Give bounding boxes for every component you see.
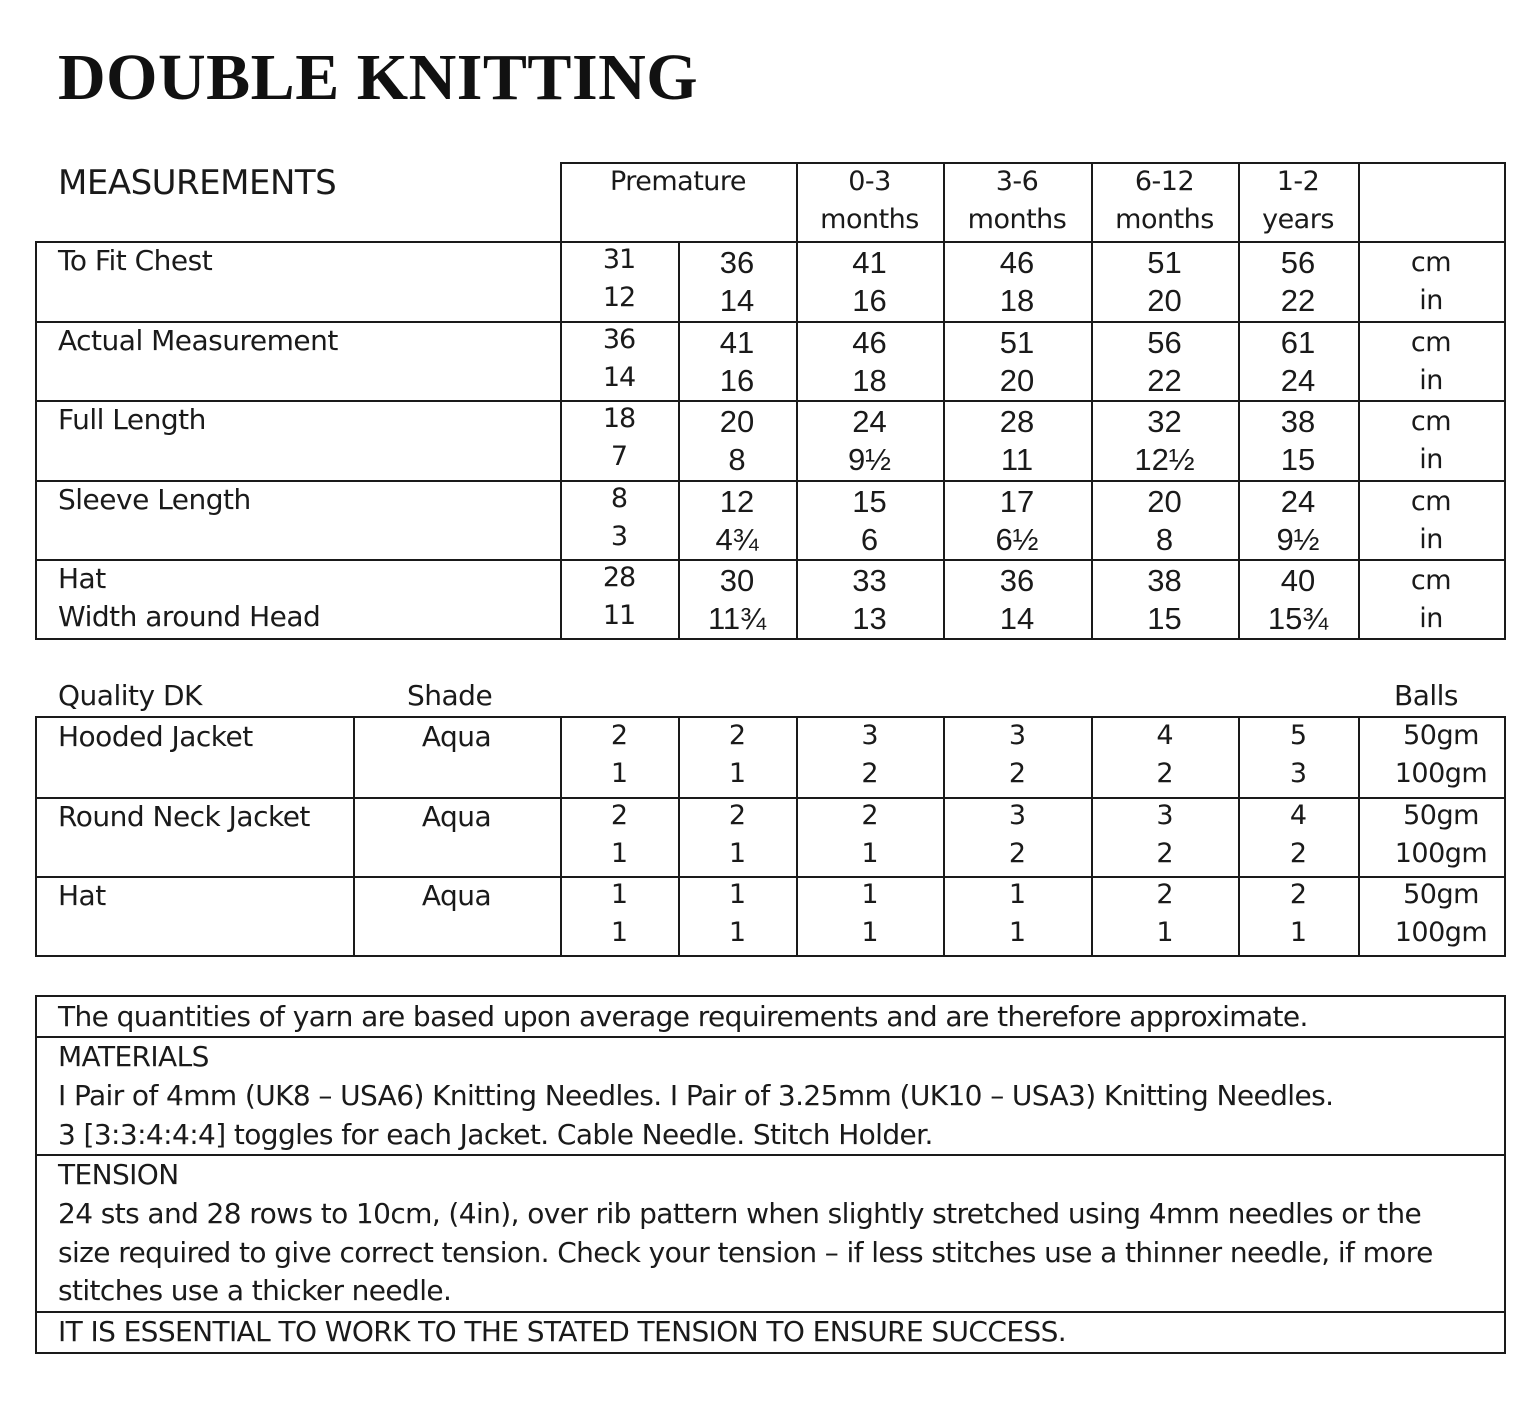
value-cell: [1238, 324, 1358, 400]
unit-in: in: [1419, 444, 1443, 475]
tension-line: 24 sts and 28 rows to 10cm, (4in), over rib pattern when slightly stretched using 4mm needles or the: [58, 1197, 1422, 1230]
value-cell: [943, 244, 1091, 320]
grid-line: [35, 241, 1506, 243]
balls-100gm: 2: [1008, 758, 1026, 789]
row-label: Sleeve Length: [58, 483, 251, 516]
size-header-line2: years: [1262, 204, 1334, 235]
value-cell: [1238, 562, 1358, 638]
unit-cell: [1358, 483, 1504, 559]
grid-line: [560, 162, 1506, 164]
in-value: 20: [1147, 283, 1182, 318]
cm-value: 24: [852, 404, 887, 439]
value-cell: [678, 244, 796, 320]
grid-line: [35, 638, 1506, 640]
row-label: Actual Measurement: [58, 324, 338, 357]
tension-heading: TENSION: [58, 1158, 179, 1191]
grid-line: [1358, 162, 1360, 640]
value-cell: [1091, 562, 1238, 638]
weight-100gm: 100gm: [1394, 758, 1488, 789]
cm-value: 24: [1280, 484, 1316, 519]
grid-line: [1358, 716, 1360, 957]
ball-count-cell: [678, 876, 796, 952]
grid-line: [35, 241, 37, 640]
in-value: 6: [860, 522, 879, 557]
shade-value: Aqua: [421, 879, 492, 912]
row-label: To Fit Chest: [58, 244, 213, 277]
shade-value: Aqua: [421, 800, 492, 833]
balls-100gm: 1: [728, 838, 746, 869]
size-header-line2: months: [820, 204, 919, 235]
size-header-premature: [560, 163, 796, 201]
row-label-secondary: Width around Head: [58, 600, 321, 633]
balls-50gm: 2: [610, 720, 628, 751]
in-value: 16: [852, 283, 887, 318]
in-value: 12½: [1134, 442, 1195, 477]
materials-line: I Pair of 4mm (UK8 – USA6) Knitting Needles. I Pair of 3.25mm (UK10 – USA3) Knitting Needles.: [58, 1079, 1334, 1112]
value-cell: [1091, 403, 1238, 479]
grid-line: [35, 995, 1506, 997]
balls-100gm: 3: [1289, 758, 1307, 789]
value-cell: [796, 403, 943, 479]
ball-count-cell: [943, 717, 1091, 793]
grid-line: [35, 559, 1506, 561]
balls-50gm: 2: [861, 800, 878, 831]
ball-count-cell: [560, 717, 678, 793]
cm-value: 20: [719, 404, 755, 439]
cm-value: 36: [999, 563, 1035, 598]
row-label: Hat: [58, 562, 106, 595]
grid-line: [35, 716, 1506, 718]
cm-value: 31: [602, 244, 636, 275]
in-value: 7: [610, 441, 628, 472]
size-header-3-6-months: [943, 163, 1091, 239]
value-cell: [678, 483, 796, 559]
in-value: 18: [852, 363, 887, 398]
size-header-line1: 3-6: [995, 166, 1039, 197]
grid-line: [943, 162, 945, 640]
balls-100gm: 2: [1156, 758, 1173, 789]
weight-50gm: 50gm: [1403, 720, 1479, 751]
ball-weight-cell: [1358, 876, 1524, 952]
measurements-heading: MEASUREMENTS: [58, 163, 337, 203]
balls-100gm: 1: [1289, 917, 1307, 948]
balls-50gm: 1: [610, 879, 628, 910]
ball-count-cell: [943, 797, 1091, 873]
quantities-note: The quantities of yarn are based upon average requirements and are therefore approximate.: [58, 1000, 1308, 1033]
in-value: 12: [602, 282, 636, 313]
cm-value: 36: [602, 324, 636, 355]
cm-value: 46: [852, 325, 887, 360]
grid-line: [678, 241, 680, 640]
cm-value: 38: [1147, 563, 1182, 598]
grid-line: [1504, 995, 1506, 1354]
row-label: Full Length: [58, 403, 206, 436]
value-cell: [1238, 483, 1358, 559]
size-header-1-2-years: [1238, 163, 1358, 239]
size-header-0-3-months: [796, 163, 943, 239]
cm-value: 61: [1280, 325, 1316, 360]
ball-weight-cell: [1358, 717, 1524, 793]
in-value: 20: [999, 363, 1035, 398]
unit-in: in: [1419, 285, 1443, 316]
balls-100gm: 2: [1289, 838, 1307, 869]
in-value: 13: [852, 601, 887, 636]
size-header-line1: 1-2: [1276, 166, 1320, 197]
garment-label: Round Neck Jacket: [58, 800, 310, 833]
cm-value: 46: [999, 245, 1035, 280]
in-value: 6½: [995, 522, 1039, 557]
ball-count-cell: [678, 797, 796, 873]
balls-100gm: 2: [1008, 838, 1026, 869]
value-cell: [678, 562, 796, 638]
unit-cm: cm: [1410, 406, 1452, 437]
value-cell: [560, 400, 678, 476]
in-value: 14: [999, 601, 1035, 636]
unit-cell: [1358, 562, 1504, 638]
value-cell: [560, 321, 678, 397]
in-value: 24: [1280, 363, 1316, 398]
cm-value: 28: [999, 404, 1035, 439]
grid-line: [35, 321, 1506, 323]
in-value: 18: [999, 283, 1035, 318]
ball-count-cell: [1091, 876, 1238, 952]
ball-count-cell: [1238, 717, 1358, 793]
balls-50gm: 2: [610, 800, 628, 831]
grid-line: [796, 162, 798, 640]
cm-value: 17: [999, 484, 1035, 519]
in-value: 9½: [847, 442, 892, 477]
cm-value: 28: [602, 562, 636, 593]
weight-50gm: 50gm: [1403, 879, 1479, 910]
cm-value: 51: [1147, 245, 1182, 280]
ball-count-cell: [1091, 797, 1238, 873]
balls-50gm: 1: [1008, 879, 1026, 910]
in-value: 11: [1000, 442, 1034, 477]
in-value: 9½: [1276, 522, 1320, 557]
value-cell: [1238, 403, 1358, 479]
cm-value: 38: [1280, 404, 1316, 439]
grid-line: [35, 1154, 1506, 1156]
balls-100gm: 1: [610, 838, 628, 869]
in-value: 11¾: [707, 601, 767, 636]
shade-label: Shade: [407, 679, 493, 712]
balls-100gm: 1: [728, 758, 746, 789]
value-cell: [560, 241, 678, 317]
grid-line: [35, 716, 37, 957]
garment-label: Hooded Jacket: [58, 720, 253, 753]
ball-weight-cell: [1358, 797, 1524, 873]
balls-label: Balls: [1394, 679, 1459, 712]
tension-line: stitches use a thicker needle.: [58, 1274, 452, 1307]
balls-100gm: 1: [1008, 917, 1026, 948]
grid-line: [1091, 162, 1093, 640]
in-value: 3: [610, 521, 628, 552]
balls-50gm: 3: [861, 720, 878, 751]
balls-100gm: 1: [610, 758, 628, 789]
value-cell: [943, 403, 1091, 479]
in-value: 15: [1147, 601, 1182, 636]
in-value: 15: [1280, 442, 1316, 477]
balls-50gm: 1: [728, 879, 746, 910]
value-cell: [560, 559, 678, 635]
grid-line: [353, 716, 355, 957]
unit-cm: cm: [1410, 327, 1452, 358]
weight-50gm: 50gm: [1403, 800, 1479, 831]
materials-heading: MATERIALS: [58, 1040, 209, 1073]
grid-line: [1238, 162, 1240, 640]
value-cell: [943, 324, 1091, 400]
ball-count-cell: [796, 876, 943, 952]
grid-line: [1091, 716, 1093, 957]
ball-count-cell: [1238, 797, 1358, 873]
in-value: 14: [719, 283, 755, 318]
cm-value: 30: [719, 563, 755, 598]
in-value: 22: [1147, 363, 1182, 398]
balls-50gm: 2: [1156, 879, 1173, 910]
balls-50gm: 1: [861, 879, 878, 910]
balls-50gm: 2: [728, 720, 746, 751]
cm-value: 33: [852, 563, 887, 598]
balls-100gm: 2: [1156, 838, 1173, 869]
value-cell: [943, 483, 1091, 559]
cm-value: 56: [1280, 245, 1316, 280]
balls-50gm: 2: [1289, 879, 1307, 910]
grid-line: [560, 716, 562, 957]
cm-value: 40: [1280, 563, 1316, 598]
balls-100gm: 1: [610, 917, 628, 948]
value-cell: [1091, 324, 1238, 400]
value-cell: [943, 562, 1091, 638]
tension-line: size required to give correct tension. Check your tension – if less stitches use a thinner needle, if more: [58, 1236, 1433, 1269]
in-value: 4¾: [715, 522, 759, 557]
materials-line: 3 [3:3:4:4:4] toggles for each Jacket. Cable Needle. Stitch Holder.: [58, 1118, 933, 1151]
cm-value: 41: [852, 245, 887, 280]
grid-line: [35, 1311, 1506, 1313]
in-value: 15¾: [1267, 601, 1329, 636]
balls-100gm: 1: [728, 917, 746, 948]
shade-value: Aqua: [421, 720, 492, 753]
unit-cm: cm: [1410, 247, 1452, 278]
garment-label: Hat: [58, 879, 106, 912]
balls-50gm: 2: [728, 800, 746, 831]
size-header-line2: months: [1115, 204, 1214, 235]
balls-50gm: 3: [1008, 720, 1026, 751]
ball-count-cell: [796, 797, 943, 873]
ball-count-cell: [943, 876, 1091, 952]
balls-100gm: 1: [861, 917, 878, 948]
unit-cell: [1358, 324, 1504, 400]
unit-cell: [1358, 244, 1504, 320]
ball-count-cell: [1238, 876, 1358, 952]
value-cell: [796, 483, 943, 559]
grid-line: [1504, 162, 1506, 640]
value-cell: [1091, 483, 1238, 559]
balls-100gm: 2: [861, 758, 878, 789]
balls-100gm: 1: [1156, 917, 1173, 948]
value-cell: [796, 324, 943, 400]
grid-line: [560, 162, 562, 640]
balls-50gm: 3: [1008, 800, 1026, 831]
value-cell: [1091, 244, 1238, 320]
cm-value: 15: [852, 484, 887, 519]
grid-line: [1504, 716, 1506, 957]
grid-line: [35, 955, 1506, 957]
balls-50gm: 4: [1289, 800, 1307, 831]
size-header-6-12-months: [1091, 163, 1238, 239]
balls-100gm: 1: [861, 838, 878, 869]
value-cell: [796, 244, 943, 320]
value-cell: [1238, 244, 1358, 320]
value-cell: [796, 562, 943, 638]
grid-line: [35, 480, 1506, 482]
cm-value: 20: [1147, 484, 1182, 519]
cm-value: 8: [610, 483, 628, 514]
balls-50gm: 4: [1156, 720, 1173, 751]
essential-note: IT IS ESSENTIAL TO WORK TO THE STATED TENSION TO ENSURE SUCCESS.: [58, 1315, 1067, 1348]
quality-label: Quality DK: [58, 679, 202, 712]
balls-50gm: 3: [1156, 800, 1173, 831]
unit-cm: cm: [1410, 486, 1452, 517]
unit-in: in: [1419, 603, 1443, 634]
weight-100gm: 100gm: [1394, 838, 1488, 869]
value-cell: [678, 324, 796, 400]
grid-line: [796, 716, 798, 957]
value-cell: [678, 403, 796, 479]
size-header-line2: months: [967, 204, 1067, 235]
cm-value: 56: [1147, 325, 1182, 360]
grid-line: [35, 400, 1506, 402]
size-header-line1: 6-12: [1134, 166, 1195, 197]
unit-in: in: [1419, 365, 1443, 396]
unit-cm: cm: [1410, 565, 1452, 596]
in-value: 8: [728, 442, 746, 477]
grid-line: [943, 716, 945, 957]
in-value: 11: [602, 600, 636, 631]
cm-value: 18: [602, 403, 636, 434]
grid-line: [678, 716, 680, 957]
weight-100gm: 100gm: [1394, 917, 1488, 948]
size-header-line1: Premature: [609, 166, 747, 197]
balls-50gm: 5: [1289, 720, 1307, 751]
in-value: 8: [1155, 522, 1174, 557]
grid-line: [1238, 716, 1240, 957]
in-value: 22: [1280, 283, 1316, 318]
ball-count-cell: [678, 717, 796, 793]
cm-value: 32: [1147, 404, 1182, 439]
ball-count-cell: [560, 876, 678, 952]
grid-line: [35, 876, 1506, 878]
unit-in: in: [1419, 524, 1443, 555]
page-title: DOUBLE KNITTING: [58, 41, 699, 114]
in-value: 16: [719, 363, 755, 398]
grid-line: [35, 797, 1506, 799]
grid-line: [35, 1036, 1506, 1038]
cm-value: 36: [719, 245, 755, 280]
size-header-line1: 0-3: [848, 166, 891, 197]
ball-count-cell: [1091, 717, 1238, 793]
value-cell: [560, 480, 678, 556]
cm-value: 12: [719, 484, 755, 519]
grid-line: [35, 1352, 1506, 1354]
ball-count-cell: [796, 717, 943, 793]
ball-count-cell: [560, 797, 678, 873]
in-value: 14: [602, 362, 636, 393]
cm-value: 41: [719, 325, 755, 360]
grid-line: [35, 995, 37, 1354]
unit-cell: [1358, 403, 1504, 479]
cm-value: 51: [999, 325, 1035, 360]
